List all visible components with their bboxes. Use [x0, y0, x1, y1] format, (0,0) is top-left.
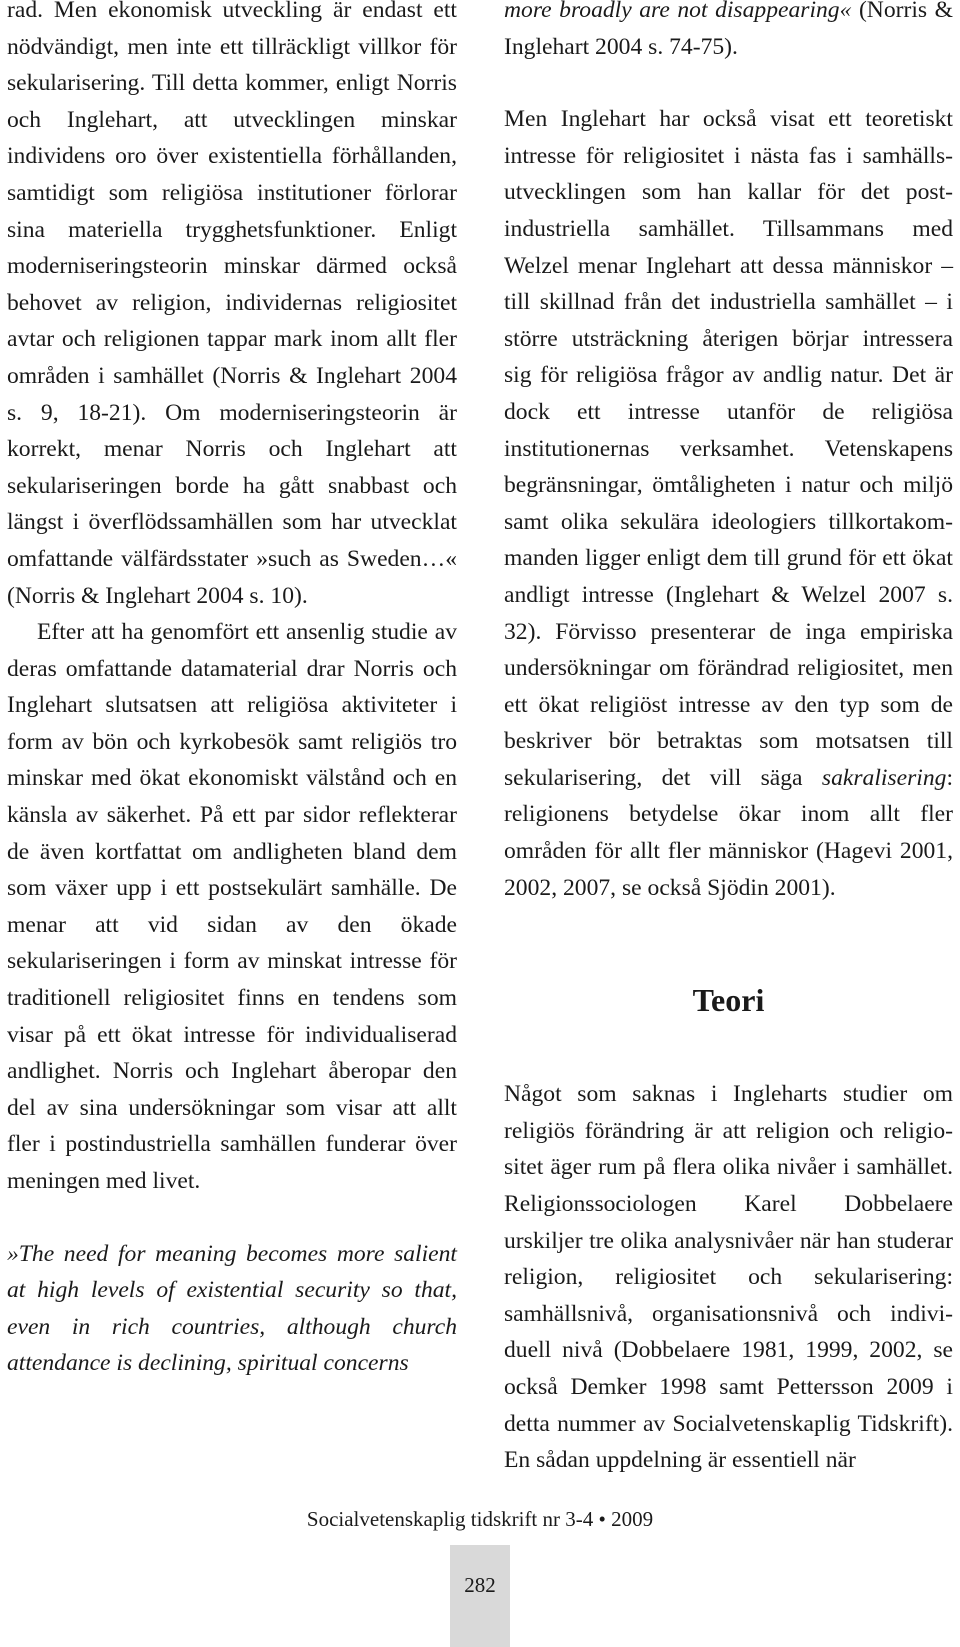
- page-number: 282: [450, 1545, 510, 1647]
- quote-continuation: [504, 0, 953, 65]
- body-paragraph-3-text-a: Men Inglehart har också visat ett teoretiskt intresse för religiositet i nästa fas i samhällsutvecklingen som han kallar för det postindustriella samhället. Tillsammans med Welzel menar Inglehart att dessa människor – till skillnad från det industriella samhället – i större utsträckning återigen börjar intressera sig för religiösa frågor av andlig natur. Det är dock ett intresse utanför de religiösa institutionernas verksamhet. Vetenskapens begränsningar, ömtåligheten i natur och miljö samt olika sekulära ideologiers tillkortakommanden ligger enligt dem till grund för ett ökat andligt intresse (Inglehart & Welzel 2007 s. 32). Förvisso presenterar de inga empiriska undersökningar om förändrad religiositet, men ett ökat religiöst intresse av den typ som de beskriver bör betraktas som motsatsen till sekularisering, det vill säga: [504, 106, 953, 791]
- body-paragraph-3-text-b: : religionens betydelse ökar inom allt fler områden för allt fler människor (Hagevi 2001, 2002, 2007, se också Sjödin 2001).: [504, 764, 953, 901]
- journal-footer: Socialvetenskaplig tidskrift nr 3-4 • 2009: [306, 1507, 654, 1531]
- body-paragraph-3: [504, 101, 953, 906]
- section-heading: Teori: [692, 982, 765, 1019]
- right-column: [504, 0, 953, 1479]
- body-paragraph-1: rad. Men ekonomisk utveckling är endast ett nödvändigt, men inte ett tillräckligt villkor för sekularisering. Till detta kommer, enligt Norris och Inglehart, att utvecklingen minskar individens oro över existentiella förhållanden, samtidigt som religiösa institutioner förlorar sina materiella trygghetsfunktioner. Enligt moderniseringsteorin minskar därmed också behovet av religion, individernas religiositet avtar och religionen tappar mark inom allt fler områden i samhället (Norris & Inglehart 2004 s. 9, 18-21). Om moderniseringsteorin är korrekt, menar Norris och Inglehart att sekulariseringen borde ha gått snabbast och längst i överflödssamhällen som har utvecklat omfattande välfärdsstater »such as Sweden…« (Norris & Inglehart 2004 s. 10).: [7, 0, 457, 609]
- body-paragraph-4: Något som saknas i Ingleharts studier om religiös förändring är att religion och religiositet äger rum på flera olika nivåer i samhället. Religionssociologen Karel Dobbelaere urskiljer tre olika analysnivåer när han studerar religion, religiositet och sekularisering: samhällsnivå, organisationsnivå och individuell nivå (Dobbelaere 1981, 1999, 2002, se också Demker 1998 samt Pettersson 2009 i detta nummer av Socialvetenskaplig Tidskrift). En sådan uppdelning är essentiell när: [504, 1081, 953, 1474]
- quote-citation: (Norris & Inglehart 2004 s. 74-75).: [504, 0, 953, 60]
- quote-end-italic: more broadly are not disappearing«: [504, 0, 852, 23]
- left-column: [7, 0, 457, 1382]
- block-quote: »The need for meaning becomes more salient at high levels of existential security so that, even in rich countries, although church attendance is declining, spiritual concerns: [7, 1240, 457, 1377]
- sakralisering-term: sakralisering: [821, 764, 947, 791]
- body-paragraph-2: Efter att ha genomfört ett ansenlig studie av deras omfattande datamaterial drar Norris och Inglehart slutsatsen att religiösa aktiviteter i form av bön och kyrkobesök samt religiös tro minskar med ökat ekonomiskt välstånd och en känsla av säkerhet. På ett par sidor reflekterar de även kortfattat om andligheten bland dem som växer upp i ett postsekulärt samhälle. De menar att vid sidan av den ökade sekulariseringen i form av minskat intresse för traditionell religiositet finns en tendens som visar på ett ökat intresse för individualiserad andlighet. Norris och Inglehart åberopar den del av sina undersökningar som visar att allt fler i postindustriella samhällen funderar över meningen med livet.: [7, 619, 457, 1194]
